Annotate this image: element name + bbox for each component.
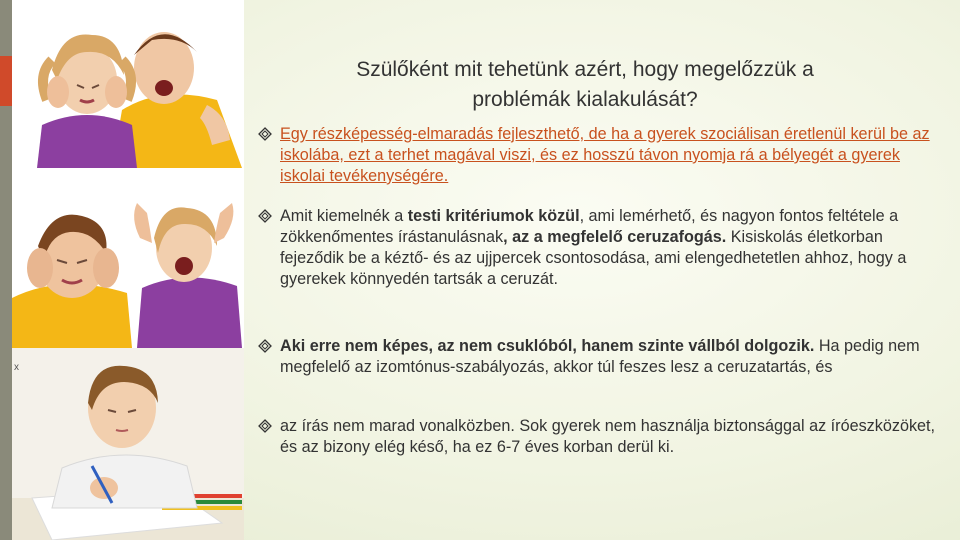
diamond-bullet-icon [258,419,272,433]
bullet-bold-text: Aki erre nem képes, az nem csuklóból, hanem szinte vállból dolgozik. [280,337,815,355]
children-shouting-photo [12,0,244,168]
bullet-text: az írás nem marad vonalközben. Sok gyerek nem használja biztonsággal az íróeszközöket, és az bizony elég késő, ha ez 6-7 éves korban derül ki. [280,417,936,456]
bullet-text: Kisiskolás életkorban fejeződik be a kéztő- és az ujjpercek csontosodása, ami elengedhetetlen ahhoz, hogy a gyerekek könnyedén tartsák a ceruzát. [280,228,907,288]
boy-writing-photo [12,348,244,540]
slide-title-line-2: problémák kialakulását? [472,88,698,111]
slide-title-line-1: Szülőként mit tehetünk azért, hogy megelőzzük a [356,58,814,81]
bullet-item [257,416,942,458]
bullet-text: Amit kiemelnék a [280,207,408,225]
side-x-mark: x [14,362,19,373]
bullet-text: Ha pedig nem megfelelő az izomtónus-szabályozás, akkor túl feszes lesz a ceruzatartás, és [280,337,920,376]
left-accent-marker [0,56,12,106]
diamond-bullet-icon [258,209,272,223]
bullet-link-text[interactable]: Egy részképesség-elmaradás fejleszthető, de ha a gyerek szociálisan éretlenül kerül be az iskolába, ezt a terhet magával viszi, és ez hosszú távon nyomja rá a bélyegét a gyerek iskolai tevékenységére. [280,125,930,185]
diamond-bullet-icon [258,339,272,353]
children-covering-ears-photo [12,168,244,348]
slide-title [290,55,880,115]
bullet-item [257,336,942,378]
diamond-bullet-icon [258,127,272,141]
bullet-item [257,124,942,187]
bullet-bold-text: , az a megfelelő ceruzafogás. [503,228,727,246]
bullet-bold-text: testi kritériumok közül [407,207,580,225]
bullet-item [257,206,942,290]
bullet-text: , ami lemérhető, és nagyon fontos feltétele a zökkenőmentes írástanulásnak [280,207,899,246]
